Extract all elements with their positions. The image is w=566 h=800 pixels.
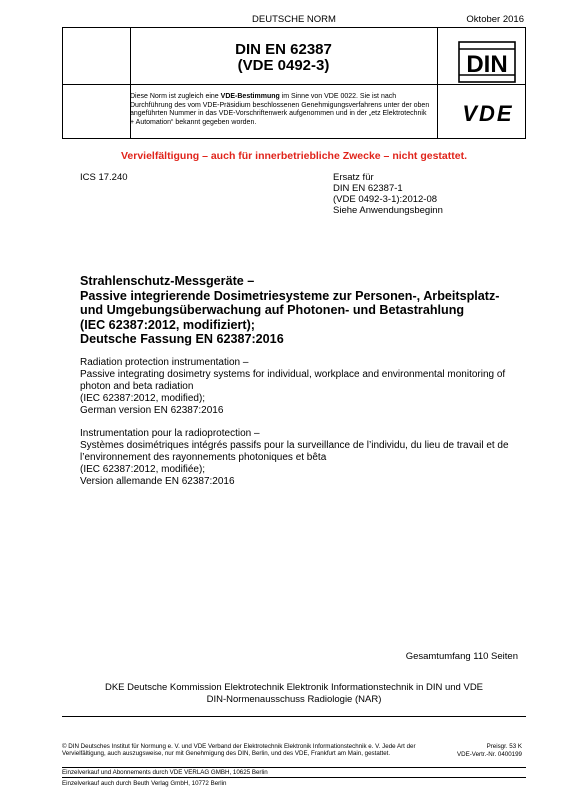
title-english-line-3: (IEC 62387:2012, modified); <box>80 393 206 404</box>
title-french-line-3: (IEC 62387:2012, modifiée); <box>80 464 206 475</box>
sales-vde: Einzelverkauf und Abonnements durch VDE VERLAG GMBH, 10625 Berlin <box>62 769 268 776</box>
title-english-line-2: Passive integrating dosimetry systems for individual, workplace and environmental monitoring of photon and beta radiation <box>80 369 506 392</box>
title-english <box>80 357 520 417</box>
title-box-right-rule <box>437 27 438 139</box>
replacement-line-1: Ersatz für <box>333 172 374 183</box>
title-german-line-2: Passive integrierende Dosimetriesysteme zur Personen-, Arbeitsplatz- und Umgebungsüberwachung auf Photonen- und Betastrahlung <box>80 288 500 317</box>
title-french-line-2: Systèmes dosimétriques intégrés passifs pour la surveillance de l’individu, du lieu de travail et de l’environnement des rayonnements photoniques et bêta <box>80 440 509 463</box>
sales-divider-2 <box>62 777 526 778</box>
copyright-notice: © DIN Deutsches Institut für Normung e. V. und VDE Verband der Elektrotechnik Elektronik Informationstechnik e. V. Jede Art der Vervielfältigung, auch auszugsweise, nur mit Genehmigung des DIN, Berlin, und des VDE, Frankfurt am Main, gestattet. <box>62 743 416 758</box>
sales-beuth: Einzelverkauf auch durch Beuth Verlag GmbH, 10772 Berlin <box>62 780 227 787</box>
dke-line-2: DIN-Normenausschuss Radiologie (NAR) <box>206 694 382 705</box>
title-box-divider <box>62 84 526 85</box>
title-english-line-1: Radiation protection instrumentation – <box>80 357 249 368</box>
publication-date: Oktober 2016 <box>466 14 524 25</box>
din-logo-text: DIN <box>466 51 508 78</box>
footer-divider <box>62 716 526 717</box>
standard-number: DIN EN 62387 <box>235 41 332 58</box>
title-german-line-1: Strahlenschutz-Messgeräte – <box>80 274 255 288</box>
page-header <box>62 14 526 27</box>
price-info <box>457 743 522 759</box>
replacement-info <box>333 172 443 216</box>
vde-logo <box>453 101 523 125</box>
vde-note-suffix: im Sinne von VDE 0022. Sie ist nach Durchführung des vom VDE-Präsidium beschlossenen Genehmigungsverfahrens unter der oben angeführten Nummer in das VDE-Vorschriftenwerk aufgenommen und in der „etz Elektrotechnik + Automation“ bekannt gegeben worden. <box>130 93 430 126</box>
vde-note-prefix: Diese Norm ist zugleich eine <box>130 93 221 100</box>
dke-committee <box>62 682 526 706</box>
vde-logo-text: VDE <box>462 101 514 125</box>
replacement-line-4: Siehe Anwendungsbeginn <box>333 205 443 216</box>
reproduction-warning: Vervielfältigung – auch für innerbetriebliche Zwecke – nicht gestattet. <box>120 150 467 162</box>
sales-divider-1 <box>62 767 526 768</box>
ics-code: ICS 17.240 <box>80 172 128 183</box>
replacement-line-2: DIN EN 62387-1 <box>333 183 403 194</box>
vde-note-bold: VDE-Bestimmung <box>220 93 280 100</box>
norm-type: DEUTSCHE NORM <box>252 14 336 25</box>
price-group: Preisgr. 53 K <box>486 743 522 750</box>
replacement-line-3: (VDE 0492-3-1):2012-08 <box>333 194 438 205</box>
title-german-line-3: (IEC 62387:2012, modifiziert); <box>80 317 255 332</box>
title-german-line-4: Deutsche Fassung EN 62387:2016 <box>80 332 284 346</box>
title-english-line-4: German version EN 62387:2016 <box>80 405 224 416</box>
total-pages: Gesamtumfang 110 Seiten <box>405 651 518 662</box>
dke-line-1: DKE Deutsche Kommission Elektrotechnik Elektronik Informationstechnik in DIN und VDE <box>104 682 484 693</box>
vde-order-number: VDE-Vertr.-Nr. 0400199 <box>457 750 522 758</box>
title-french-line-1: Instrumentation pour la radioprotection – <box>80 428 260 439</box>
title-french <box>80 428 520 488</box>
vde-number: (VDE 0492-3) <box>237 57 330 74</box>
vde-note <box>130 93 432 127</box>
din-logo <box>454 40 520 84</box>
title-french-line-4: Version allemande EN 62387:2016 <box>80 476 235 487</box>
title-german <box>80 274 520 347</box>
